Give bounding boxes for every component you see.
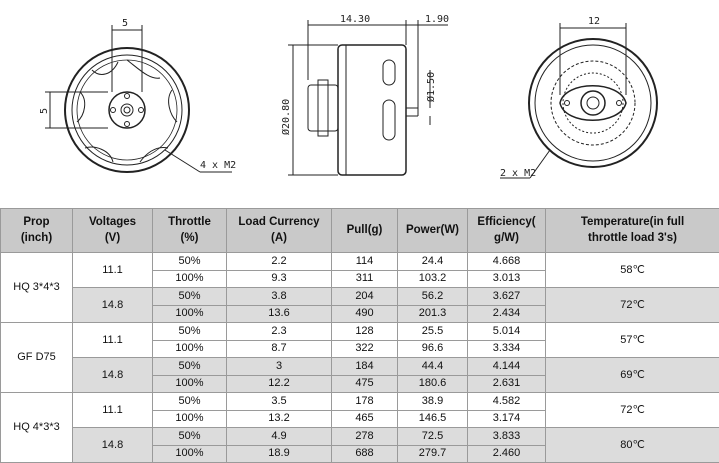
table-header-row [1,209,719,253]
cell-power: 201.3 [398,305,468,323]
cell-current: 2.3 [227,323,332,341]
cell-prop: GF D75 [1,323,73,393]
cell-pull: 114 [332,253,398,271]
cell-power: 24.4 [398,253,468,271]
cell-throttle: 50% [153,393,227,411]
dim-side-body-dia: Ø20.80 [281,98,292,135]
cell-prop: HQ 3*4*3 [1,253,73,323]
cell-efficiency: 3.174 [468,410,546,428]
technical-drawing [0,0,719,205]
front-view [45,25,232,172]
cell-voltage: 11.1 [73,323,153,358]
side-view [288,20,448,175]
header-throttle: Throttle (%) [153,209,227,253]
cell-throttle: 100% [153,410,227,428]
cell-power: 25.5 [398,323,468,341]
cell-pull: 311 [332,270,398,288]
header-prop: Prop (inch) [1,209,73,253]
cell-current: 12.2 [227,375,332,393]
cell-pull: 178 [332,393,398,411]
cell-power: 72.5 [398,428,468,446]
cell-efficiency: 3.013 [468,270,546,288]
cell-voltage: 14.8 [73,358,153,393]
cell-temperature: 72℃ [546,393,719,428]
cell-pull: 322 [332,340,398,358]
cell-current: 18.9 [227,445,332,463]
cell-throttle: 100% [153,305,227,323]
cell-efficiency: 3.833 [468,428,546,446]
cell-throttle: 100% [153,375,227,393]
cell-current: 4.9 [227,428,332,446]
dim-side-shaft-dia: Ø1.50 [426,71,437,102]
dim-front-height: 5 [39,107,50,114]
cell-temperature: 58℃ [546,253,719,288]
rear-view [500,23,657,178]
table-row [1,393,719,411]
cell-temperature: 80℃ [546,428,719,463]
table-row [1,428,719,446]
performance-table [0,208,719,463]
header-power: Power(W) [398,209,468,253]
cell-voltage: 11.1 [73,393,153,428]
cell-throttle: 50% [153,323,227,341]
cell-efficiency: 4.668 [468,253,546,271]
cell-prop: HQ 4*3*3 [1,393,73,463]
cell-efficiency: 4.582 [468,393,546,411]
cell-temperature: 57℃ [546,323,719,358]
cell-pull: 204 [332,288,398,306]
header-voltage: Voltages (V) [73,209,153,253]
cell-efficiency: 5.014 [468,323,546,341]
cell-current: 8.7 [227,340,332,358]
cell-pull: 465 [332,410,398,428]
cell-throttle: 50% [153,358,227,376]
cell-efficiency: 2.631 [468,375,546,393]
cell-pull: 184 [332,358,398,376]
cell-temperature: 69℃ [546,358,719,393]
cell-current: 3.8 [227,288,332,306]
table-row [1,253,719,271]
cell-efficiency: 3.627 [468,288,546,306]
cell-power: 146.5 [398,410,468,428]
table-row [1,288,719,306]
cell-voltage: 14.8 [73,288,153,323]
cell-power: 44.4 [398,358,468,376]
header-pull: Pull(g) [332,209,398,253]
dim-rear-holes: 2 x M2 [500,168,537,179]
header-temperature: Temperature(in full throttle load 3's) [546,209,719,253]
dim-front-holes: 4 x M2 [200,160,237,171]
cell-throttle: 50% [153,428,227,446]
motor-drawings [0,0,719,205]
cell-pull: 278 [332,428,398,446]
cell-voltage: 11.1 [73,253,153,288]
cell-current: 13.2 [227,410,332,428]
dim-rear-width: 12 [588,16,601,27]
cell-pull: 688 [332,445,398,463]
cell-efficiency: 4.144 [468,358,546,376]
cell-power: 279.7 [398,445,468,463]
cell-efficiency: 2.460 [468,445,546,463]
dim-side-length: 14.30 [340,14,371,25]
cell-temperature: 72℃ [546,288,719,323]
cell-throttle: 100% [153,445,227,463]
cell-pull: 475 [332,375,398,393]
cell-power: 56.2 [398,288,468,306]
dim-front-width: 5 [122,18,129,29]
cell-current: 9.3 [227,270,332,288]
cell-current: 3 [227,358,332,376]
cell-pull: 128 [332,323,398,341]
cell-power: 38.9 [398,393,468,411]
cell-efficiency: 2.434 [468,305,546,323]
cell-power: 103.2 [398,270,468,288]
cell-throttle: 100% [153,270,227,288]
header-load-current: Load Currency (A) [227,209,332,253]
header-efficiency: Efficiency( g/W) [468,209,546,253]
cell-current: 2.2 [227,253,332,271]
dim-side-shaft-len: 1.90 [425,14,450,25]
cell-throttle: 50% [153,253,227,271]
table-row [1,323,719,341]
cell-power: 96.6 [398,340,468,358]
cell-voltage: 14.8 [73,428,153,463]
cell-current: 13.6 [227,305,332,323]
table-body [1,253,719,463]
cell-throttle: 50% [153,288,227,306]
cell-power: 180.6 [398,375,468,393]
cell-pull: 490 [332,305,398,323]
cell-efficiency: 3.334 [468,340,546,358]
table-row [1,358,719,376]
cell-throttle: 100% [153,340,227,358]
cell-current: 3.5 [227,393,332,411]
